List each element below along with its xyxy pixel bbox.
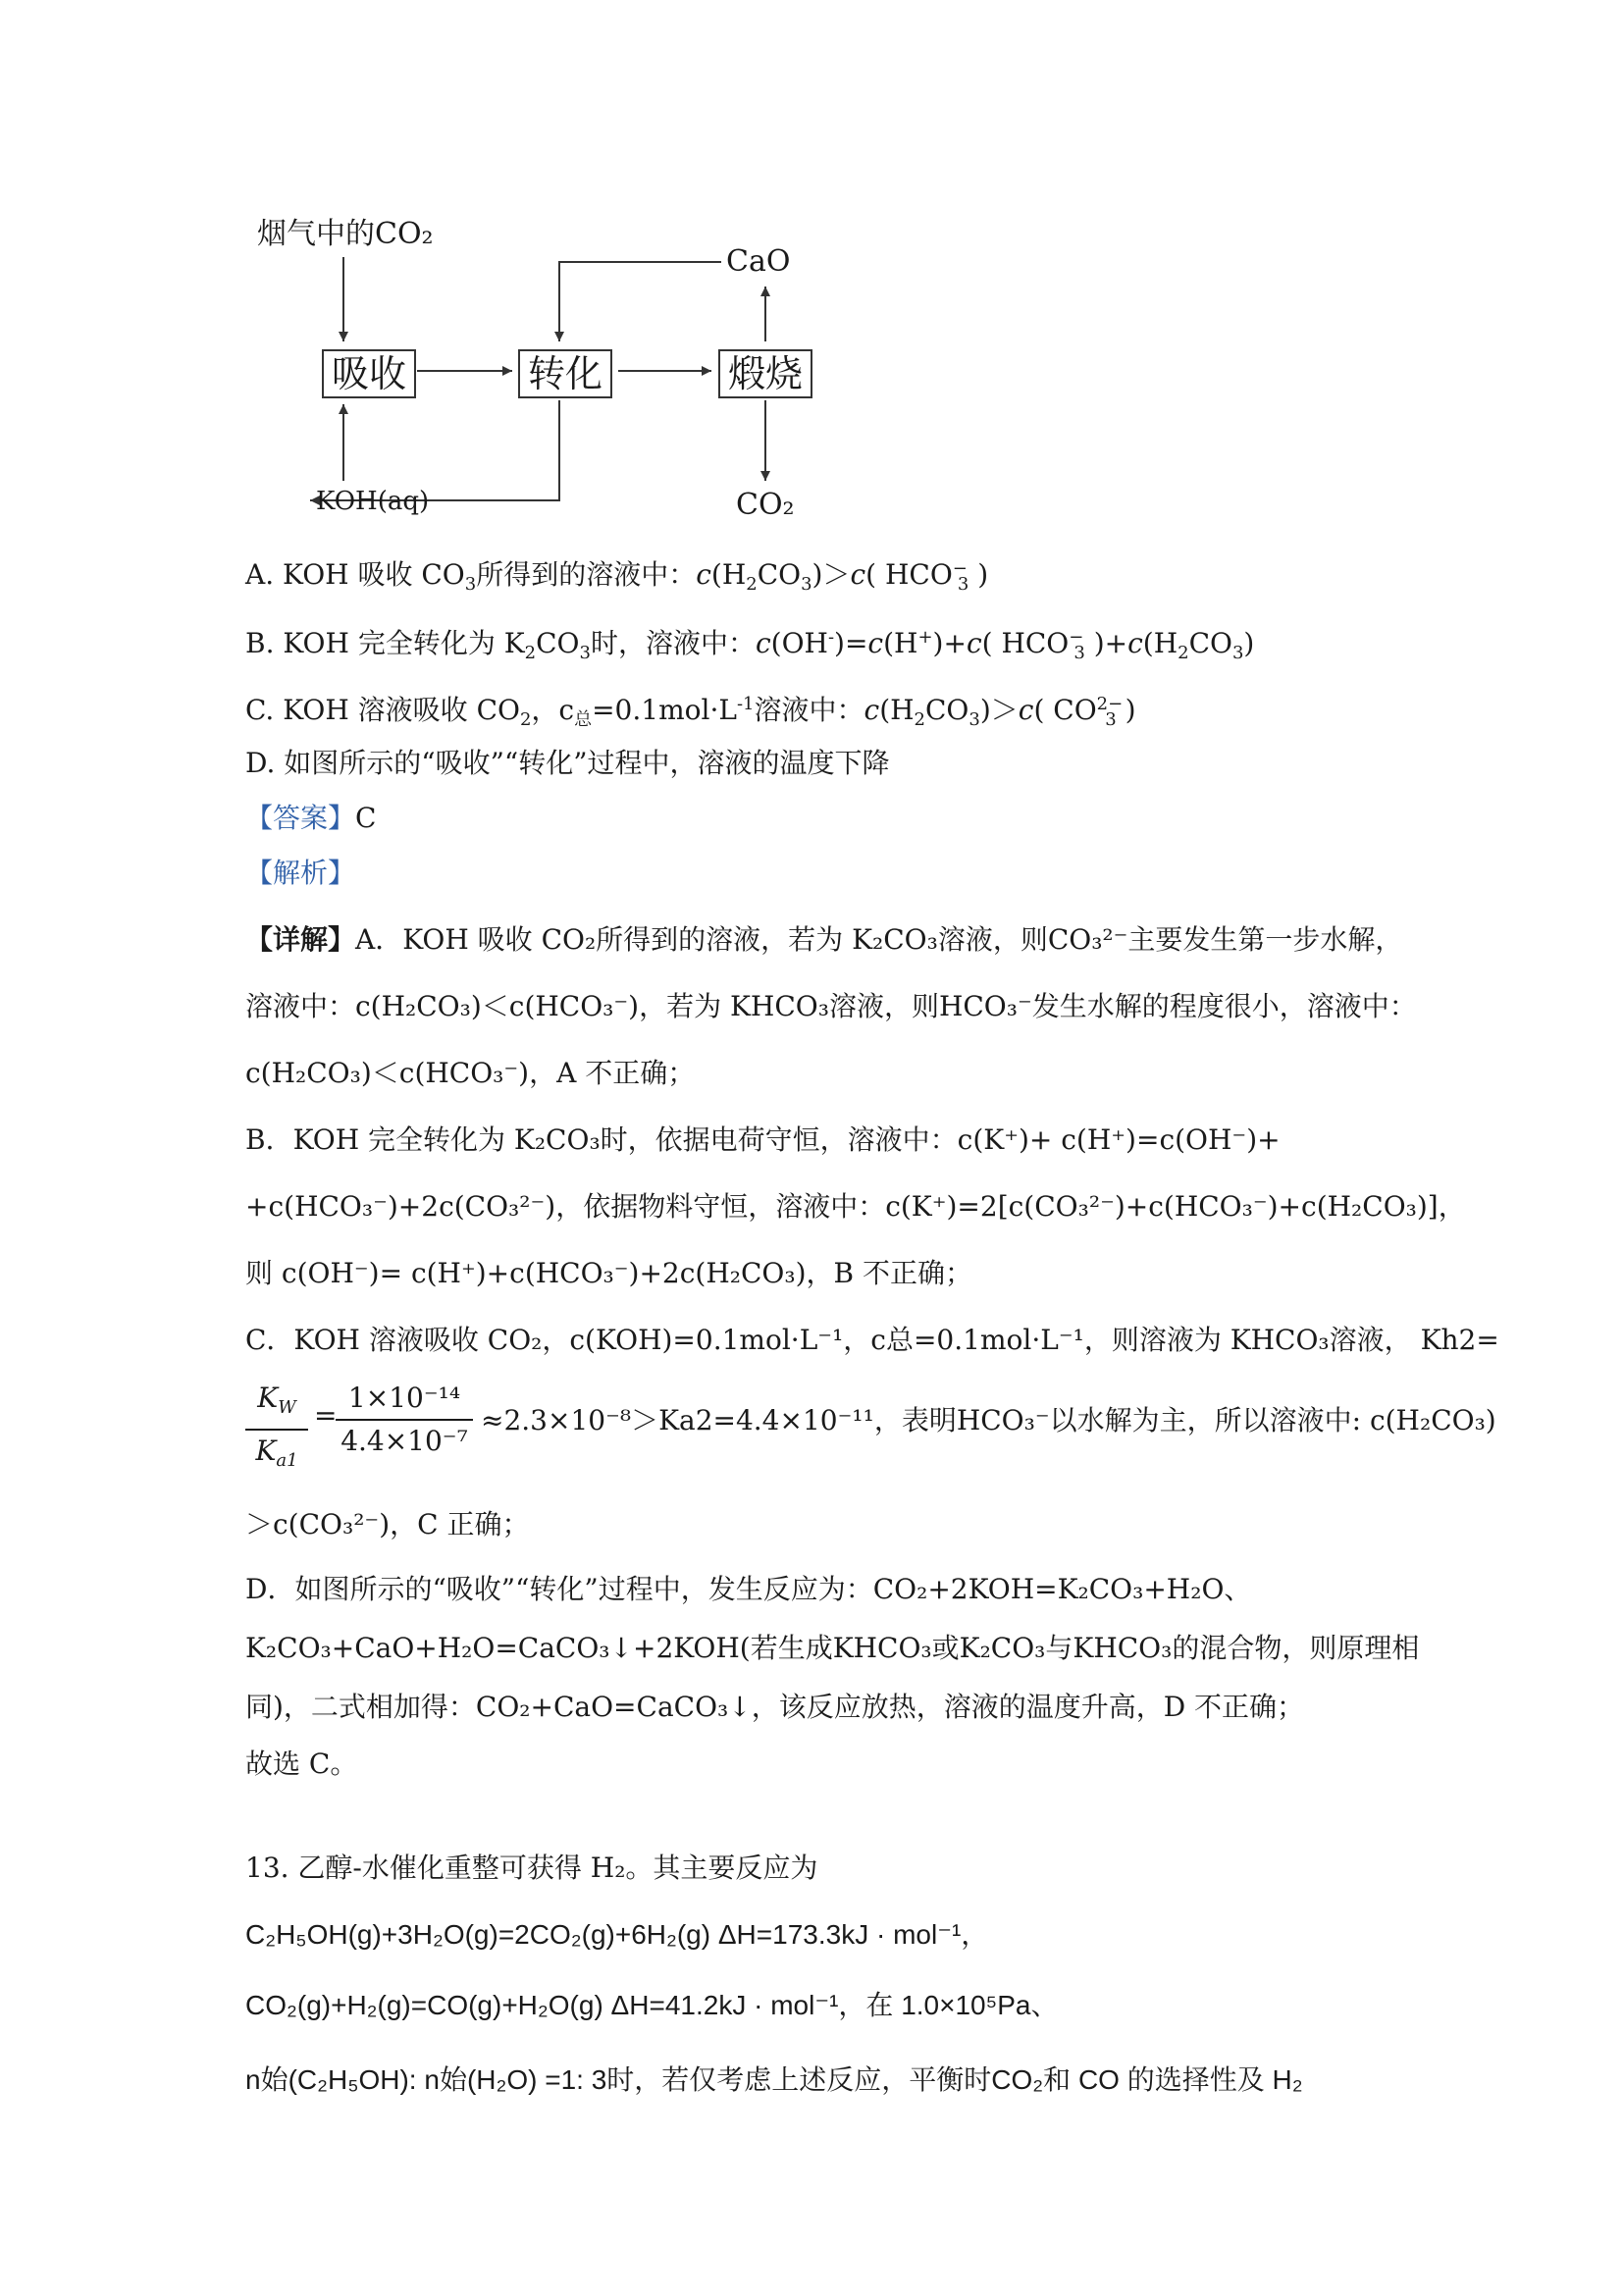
detail-line-8-tail: ≈2.3×10⁻⁸＞Ka2=4.4×10⁻¹¹，表明HCO₃⁻以水解为主，所以溶液中: c(H₂CO₃) bbox=[481, 1404, 1496, 1436]
answer-label: 【答案】 bbox=[245, 802, 356, 834]
detail-line-2: 溶液中：c(H₂CO₃)＜c(HCO₃⁻)，若为 KHCO₃溶液，则HCO₃⁻发生水解的程度很小，溶液中： bbox=[245, 990, 1417, 1022]
option-d: D. 如图所示的“吸收”“转化”过程中，溶液的温度下降 bbox=[245, 747, 890, 779]
detail-line-3: c(H₂CO₃)＜c(HCO₃⁻)，A 不正确； bbox=[245, 1057, 696, 1089]
detail-line-1: 【详解】A．KOH 吸收 CO₂所得到的溶液，若为 K₂CO₃溶液，则CO₃²⁻主要发生第一步水解， bbox=[245, 923, 1403, 956]
q13-line-4: n始(C₂H₅OH): n始(H₂O) =1: 3时，若仅考虑上述反应，平衡时CO₂和 CO 的选择性及 H₂ bbox=[245, 2064, 1303, 2095]
co2-out-label: CO₂ bbox=[736, 488, 795, 522]
answer-line bbox=[245, 799, 376, 838]
box-convert: 转化 bbox=[518, 349, 612, 398]
option-c: C. KOH 溶液吸收 $CO_2$，$c_总=0.1mol\cdot L^{-1}$溶液中：$c(H_2CO_3)>c$( $CO^{2-}_3$ ) bbox=[245, 694, 1136, 730]
option-a: A. KOH 吸收 $CO_3$所得到的溶液中：$c(H_2CO_3)>c$( $HCO^-_3$ ) bbox=[245, 558, 989, 595]
detail-label: 【详解】 bbox=[245, 923, 356, 956]
process-flow-diagram bbox=[236, 206, 844, 530]
detail-line-7: C．KOH 溶液吸收 CO₂，c(KOH)=0.1mol·L⁻¹，c总=0.1mol·L⁻¹，则溶液为 KHCO₃溶液， Kh2= bbox=[245, 1324, 1499, 1356]
koh-label: KOH(aq) bbox=[316, 487, 430, 516]
analysis-label: 【解析】 bbox=[245, 857, 356, 889]
detail-line-13: 故选 C。 bbox=[245, 1748, 358, 1780]
box-absorb: 吸收 bbox=[322, 349, 416, 398]
detail-line-12: 同)，二式相加得：CO₂+CaO=CaCO₃↓，该反应放热，溶液的温度升高，D 不正确； bbox=[245, 1691, 1305, 1723]
detail-line-10: D．如图所示的“吸收”“转化”过程中，发生反应为：CO₂+2KOH=K₂CO₃+H₂O、 bbox=[245, 1573, 1252, 1605]
q13-line-1: 13. 乙醇-水催化重整可获得 H₂。其主要反应为 bbox=[245, 1852, 818, 1884]
detail-line-4: B．KOH 完全转化为 K₂CO₃时，依据电荷守恒，溶液中：c(K⁺)+ c(H⁺)=c(OH⁻)+ bbox=[245, 1123, 1281, 1156]
detail-line-9: ＞c(CO₃²⁻)，C 正确； bbox=[245, 1508, 530, 1540]
detail-fraction-line: $K_W$ $K_{a1}$ = 1×10⁻¹⁴ 4.4×10⁻⁷ ≈2.3×10⁻⁸＞Ka2=4.4×10⁻¹¹，表明HCO₃⁻以水解为主，所以溶液中: c(H₂CO₃) bbox=[245, 1362, 1403, 1470]
detail-line-11: K₂CO₃+CaO+H₂O=CaCO₃↓+2KOH(若生成KHCO₃或K₂CO₃与KHCO₃的混合物，则原理相 bbox=[245, 1632, 1420, 1664]
flue-gas-co2-label: 烟气中的CO₂ bbox=[257, 217, 434, 251]
box-calcine: 煅烧 bbox=[718, 349, 812, 398]
arrow-cao-to-convert bbox=[559, 262, 721, 341]
fraction-kw-over-ka1: $K_W$ $K_{a1}$ bbox=[245, 1380, 308, 1480]
fraction-numeric: 1×10⁻¹⁴ 4.4×10⁻⁷ bbox=[336, 1380, 473, 1460]
q13-line-2: C₂H₅OH(g)+3H₂O(g)=2CO₂(g)+6H₂(g) ΔH=173.3kJ · mol⁻¹， bbox=[245, 1919, 989, 1950]
option-b: B. KOH 完全转化为 $K_2CO_3$时，溶液中：c(OH-)=c(H+)+c( $HCO^-_3$ )$+c(H_2CO_3)$ bbox=[245, 627, 1255, 663]
q13-line-3: CO₂(g)+H₂(g)=CO(g)+H₂O(g) ΔH=41.2kJ · mol⁻¹，在 1.0×10⁵Pa、 bbox=[245, 1990, 1059, 2020]
cao-label: CaO bbox=[726, 244, 791, 279]
arrow-convert-to-koh bbox=[310, 400, 559, 500]
detail-line-6: 则 c(OH⁻)= c(H⁺)+c(HCO₃⁻)+2c(H₂CO₃)，B 不正确； bbox=[245, 1257, 972, 1289]
answer-value: C bbox=[355, 802, 377, 834]
detail-line-5: +c(HCO₃⁻)+2c(CO₃²⁻)，依据物料守恒，溶液中：c(K⁺)=2[c(CO₃²⁻)+c(HCO₃⁻)+c(H₂CO₃)]， bbox=[245, 1190, 1466, 1223]
